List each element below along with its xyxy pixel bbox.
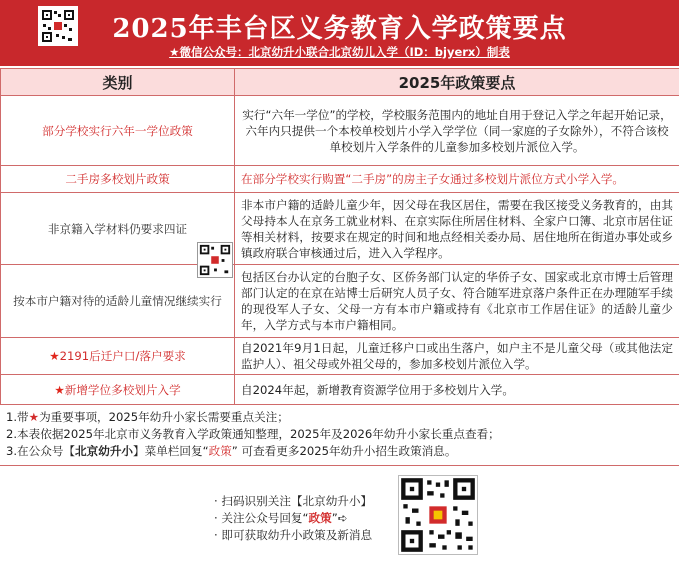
row-category-label: 2191后迁户口/落户要求 (59, 349, 186, 363)
footer-line-3: · 即可获取幼升小政策及新消息 (214, 528, 373, 542)
star-icon: ★ (28, 410, 40, 424)
qr-code-icon (398, 475, 478, 555)
column-header-category: 类别 (1, 69, 235, 96)
notes-section (0, 404, 679, 466)
row-description: 在部分学校实行购置“二手房”的房主子女通过多校划片派位方式小学入学。 (235, 166, 679, 193)
row-description: 非本市户籍的适龄儿童少年，因父母在我区居住，需要在我区接受义务教育的，由其父母持本人在京务工就业材料、在京实际住所居住材料、全家户口簿、北京市居住证等相关材料，按要求在规定的时间和地点经相关委办局、居住地所在街道办事处或乡镇政府联合审核通过后，进入入学程序。 (235, 193, 679, 265)
policy-table (0, 68, 679, 405)
row-description: 实行“六年一学位”的学校，学校服务范围内的地址自用于登记入学之年起开始记录，六年内只提供一个本校单校划片小学入学学位（同一家庭的子女除外），不符合该校单校划片入学条件的儿童参加多校划片派位入学。 (235, 96, 679, 166)
table-row (1, 375, 679, 405)
row-description: 包括区台办认定的台胞子女、区侨务部门认定的华侨子女、国家或北京市博士后管理部门认定的在京在站博士后研究人员子女、符合随军进京落户条件正在办理随军手续的现役军人子女、父母一方有本市户籍或持有《北京市工作居住证》的适龄儿童少年，入学方式与本市户籍相同。 (235, 265, 679, 338)
row-category: 按本市户籍对待的适龄儿童情况继续实行 (1, 265, 235, 338)
note-line-2: 2.本表依据2025年北京市义务教育入学政策通知整理，2025年及2026年幼升小家长重点查看； (6, 427, 500, 441)
table-row (1, 265, 679, 338)
row-category: 部分学校实行六年一学位政策 (1, 96, 235, 166)
footer-line-1: · 扫码识别关注【北京幼升小】 (214, 494, 373, 508)
table-row (1, 96, 679, 166)
qr-code-icon (197, 242, 233, 278)
footer-instructions (214, 493, 372, 544)
page-subtitle: ★微信公众号：北京幼升小联合北京幼儿入学（ID：bjyerx）制表 (169, 45, 510, 59)
table-row (1, 338, 679, 375)
page-title: 2025年丰台区义务教育入学政策要点 (112, 14, 567, 44)
column-header-policy: 2025年政策要点 (235, 69, 679, 96)
header-banner (0, 0, 679, 66)
note-line-3: 3.在公众号【北京幼升小】菜单栏回复“政策” 可查看更多2025年幼升小招生政策消息。 (6, 444, 457, 458)
row-category: 二手房多校划片政策 (1, 166, 235, 193)
row-category (1, 338, 235, 375)
table-row (1, 193, 679, 265)
note-line-1: 1.带★为重要事项，2025年幼升小家长需要重点关注； (6, 410, 289, 424)
row-description: 自2021年9月1日起，儿童迁移户口或出生落户，如户主不是儿童父母（或其他法定监护人）、祖父母或外祖父母的，参加多校划片派位入学。 (235, 338, 679, 375)
row-category (1, 375, 235, 405)
star-icon: ★ (54, 382, 65, 397)
star-icon: ★ (49, 349, 60, 363)
table-header-row (1, 69, 679, 96)
row-category: 非京籍入学材料仍要求四证 (1, 193, 235, 265)
footer-line-2: · 关注公众号回复“政策”➪ (214, 511, 348, 525)
row-description: 自2024年起，新增教育资源学位用于多校划片入学。 (235, 375, 679, 405)
table-row (1, 166, 679, 193)
row-category-label: 新增学位多校划片入学 (64, 382, 181, 397)
